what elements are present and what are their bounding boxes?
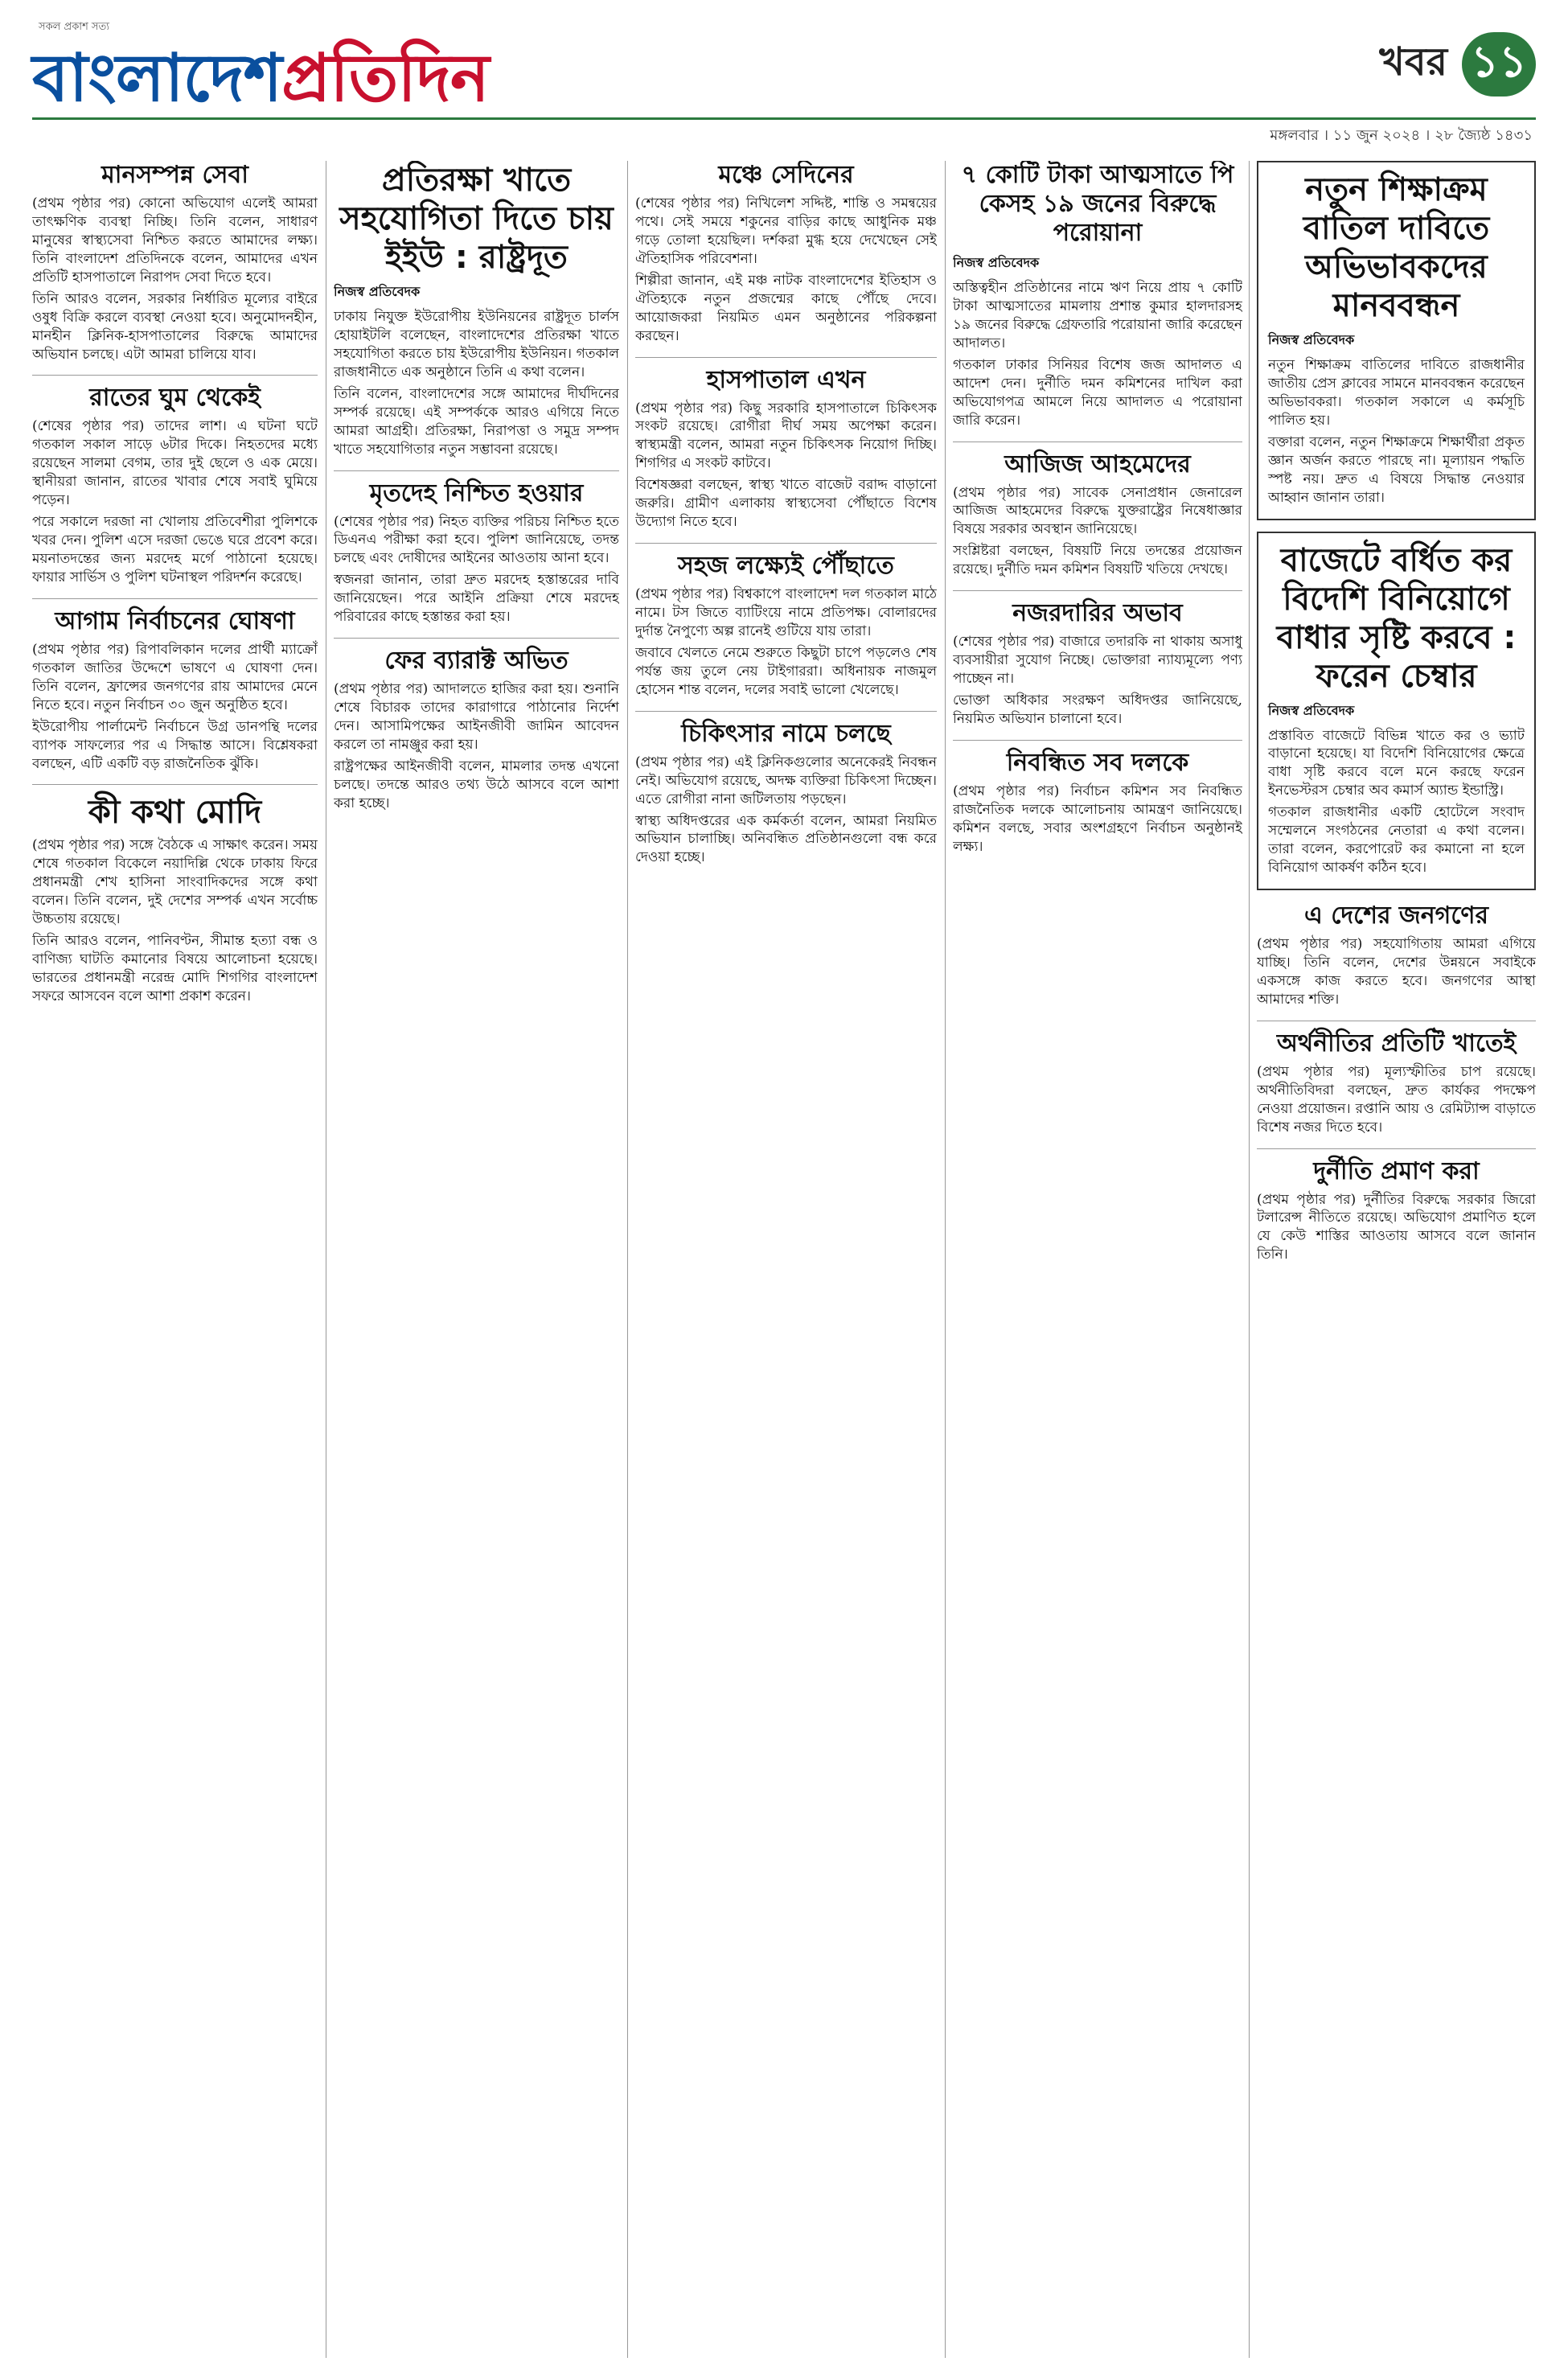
story-paragraph: জবাবে খেলতে নেমে শুরুতে কিছুটা চাপে পড়লেও শেষ পর্যন্ত জয় তুলে নেয় টাইগাররা। অধিনায়ক নাজমুল হোসেন শান্ত বলেন, দলের সবাই ভালো খেলেছে। [635, 644, 937, 698]
story-ki-kotha-modi [32, 793, 318, 1005]
story-title: ফের ব্যারাক্ট অভিত [384, 647, 569, 676]
logo [32, 19, 489, 117]
story-title: নতুন শিক্ষাক্রম বাতিল দাবিতে অভিভাবকদের মানববন্ধন [1303, 171, 1490, 324]
story-title: দুর্নীতি প্রমাণ করা [1313, 1156, 1480, 1185]
story-monche [635, 161, 937, 346]
story-paragraph: (প্রথম পৃষ্ঠার পর) সঙ্গে বৈঠকে এ সাক্ষাৎ করেন। সময় শেষে গতকাল বিকেলে নয়াদিল্লি থেকে ঢাকায় ফিরে প্রধানমন্ত্রী শেখ হাসিনা সাংবাদিকদের সঙ্গে কথা বলেন। তিনি বলেন, দুই দেশের সম্পর্ক এখন সর্বোচ্চ উচ্চতায় রয়েছে। [32, 837, 318, 928]
story-title: মানসম্পন্ন সেবা [101, 161, 248, 189]
story-paragraph: (প্রথম পৃষ্ঠার পর) বিশ্বকাপে বাংলাদেশ দল গতকাল মাঠে নামে। টস জিতে ব্যাটিংয়ে নামে প্রতিপক্ষ। বোলারদের দুর্দান্ত নৈপুণ্যে অল্প রানেই গুটিয়ে যায় তারা। [635, 586, 937, 639]
divider [1257, 1148, 1536, 1149]
story-paragraph: (শেষের পৃষ্ঠার পর) নিখিলেশ সদ্দিষ্ট, শান্তি ও সমন্বয়ের পথে। সেই সময়ে শকুনের বাড়ির কাছে আধুনিক মঞ্চ গড়ে তোলা হয়েছিল। দর্শকরা মুগ্ধ হয়ে দেখেছেন সেই ঐতিহাসিক পরিবেশনা। [635, 195, 937, 267]
story-paragraph: গতকাল ঢাকার সিনিয়র বিশেষ জজ আদালত এ আদেশ দেন। দুর্নীতি দমন কমিশনের দাখিল করা অভিযোগপত্র আমলে নিয়ে আদালত এ পরোয়ানা জারি করেন। [953, 356, 1242, 429]
story-title: কী কথা মোদি [88, 794, 262, 832]
story-title: চিকিৎসার নামে চলছে [681, 719, 891, 748]
story-paragraph: ঢাকায় নিযুক্ত ইউরোপীয় ইউনিয়নের রাষ্ট্রদূত চার্লস হোয়াইটলি বলেছেন, বাংলাদেশের প্রতিরক্ষা খাতে সহযোগিতা করতে চায় ইউরোপীয় ইউনিয়ন। গতকাল রাজধানীতে এক অনুষ্ঠানে তিনি এ কথা বলেন। [334, 309, 619, 380]
story-title: ৭ কোটি টাকা আত্মসাতে পি কেসহ ১৯ জনের বিরুদ্ধে পরোয়ানা [961, 161, 1234, 247]
story-nibondhito [953, 749, 1242, 856]
story-sohoj-lokkho [635, 552, 937, 700]
story-paragraph: (শেষের পৃষ্ঠার পর) নিহত ব্যক্তির পরিচয় নিশ্চিত হতে ডিএনএ পরীক্ষা করা হবে। পুলিশ জানিয়েছে, তদন্ত চলছে এবং দোষীদের আইনের আওতায় আনা হবে। [334, 513, 619, 567]
column-4 [953, 161, 1242, 2358]
story-title: আগাম নির্বাচনের ঘোষণা [55, 606, 295, 635]
story-paragraph: ইউরোপীয় পার্লামেন্ট নির্বাচনে উগ্র ডানপন্থি দলের ব্যাপক সাফল্যের পর এ সিদ্ধান্ত আসে। বিশ্লেষকরা বলছেন, এটি একটি বড় রাজনৈতিক ঝুঁকি। [32, 718, 318, 772]
story-sheba [32, 161, 318, 363]
story-paragraph: গতকাল রাজধানীর একটি হোটেলে সংবাদ সম্মেলনে সংগঠনের নেতারা এ কথা বলেন। তারা বলেন, করপোরেট কর কমানো না হলে বিনিয়োগ আকর্ষণ কঠিন হবে। [1268, 804, 1525, 877]
logo-brand-accent: প্রতিদিন [281, 40, 489, 117]
story-title: নিবন্ধিত সব দলকে [1006, 748, 1189, 777]
section-name: খবর [1379, 39, 1447, 84]
story-rater-ghum [32, 384, 318, 586]
column-3 [635, 161, 937, 2358]
column-5 [1257, 161, 1536, 2358]
story-paragraph: (শেষের পৃষ্ঠার পর) বাজারে তদারকি না থাকায় অসাধু ব্যবসায়ীরা সুযোগ নিচ্ছে। ভোক্তারা ন্যায্যমূল্যে পণ্য পাচ্ছেন না। [953, 634, 1242, 688]
story-paragraph: (প্রথম পৃষ্ঠার পর) আদালতে হাজির করা হয়। শুনানি শেষে বিচারক তাদের কারাগারে পাঠানোর নির্দেশ দেন। আসামিপক্ষের আইনজীবী জামিন আবেদন করলে তা নামঞ্জুর করা হয়। [334, 681, 619, 753]
logo-tagline: সকল প্রকাশ সত্য [39, 21, 110, 33]
story-paragraph: (প্রথম পৃষ্ঠার পর) কোনো অভিযোগ এলেই আমরা তাৎক্ষণিক ব্যবস্থা নিচ্ছি। তিনি বলেন, সাধারণ মানুষের স্বাস্থ্যসেবা নিশ্চিত করতে আমাদের লক্ষ্য। তিনি বাংলাদেশ প্রতিদিনকে বলেন, আমাদের এখন প্রতিটি হাসপাতালে নিরাপদ সেবা দিতে হবে। [32, 195, 318, 285]
story-title: এ দেশের জনগণের [1303, 902, 1489, 930]
story-title: হাসপাতাল এখন [706, 365, 866, 394]
story-byline: নিজস্ব প্রতিবেদক [334, 284, 421, 299]
story-byline: নিজস্ব প্রতিবেদক [953, 255, 1040, 270]
divider [334, 638, 619, 639]
divider [32, 784, 318, 785]
story-paragraph: রাষ্ট্রপক্ষের আইনজীবী বলেন, মামলার তদন্ত এখনো চলছে। তদন্তে আরও তথ্য উঠে আসবে বলে আশা করা হচ্ছে। [334, 758, 619, 811]
story-pher [334, 647, 619, 813]
divider [953, 590, 1242, 591]
dateline: মঙ্গলবার । ১১ জুন ২০২৪ । ২৮ জ্যৈষ্ঠ ১৪৩১ [1270, 127, 1533, 144]
story-chikitsha [635, 720, 937, 868]
story-paragraph: তিনি আরও বলেন, পানিবণ্টন, সীমান্ত হত্যা বন্ধ ও বাণিজ্য ঘাটতি কমানোর বিষয়ে আলোচনা হয়েছে। ভারতের প্রধানমন্ত্রী নরেন্দ্র মোদি শিগগির বাংলাদেশ সফরে আসবেন বলে আশা প্রকাশ করেন। [32, 933, 318, 1004]
divider [635, 543, 937, 544]
story-orthoniti [1257, 1029, 1536, 1137]
story-aziz [953, 450, 1242, 580]
story-byline: নিজস্ব প্রতিবেদক [1268, 702, 1355, 718]
story-byline: নিজস্ব প্রতিবেদক [1268, 332, 1355, 347]
story-paragraph: অস্তিত্বহীন প্রতিষ্ঠানের নামে ঋণ নিয়ে প্রায় ৭ কোটি টাকা আত্মসাতের মামলায় প্রশান্ত কুমার হালদারসহ ১৯ জনের বিরুদ্ধে গ্রেফতারি পরোয়ানা জারি করেছেন আদালত। [953, 280, 1242, 351]
story-agam-nirbachon [32, 607, 318, 774]
story-durniti [1257, 1157, 1536, 1265]
story-paragraph: তিনি আরও বলেন, সরকার নির্ধারিত মূল্যের বাইরে ওষুধ বিক্রি করলে ব্যবস্থা নেওয়া হবে। অনুমোদনহীন, মানহীন ক্লিনিক-হাসপাতালের বিরুদ্ধে আমাদের অভিযান চলছে। এটা আমরা চালিয়ে যাব। [32, 290, 318, 363]
column-separator [627, 161, 628, 2358]
story-paragraph: (প্রথম পৃষ্ঠার পর) রিপাবলিকান দলের প্রার্থী ম্যাক্রোঁ গতকাল জাতির উদ্দেশে ভাষণে এ ঘোষণা দেন। তিনি বলেন, ফ্রান্সের জনগণের রায় আমাদের মেনে নিতে হবে। নতুন নির্বাচন ৩০ জুন অনুষ্ঠিত হবে। [32, 641, 318, 713]
story-paragraph: বক্তারা বলেন, নতুন শিক্ষাক্রমে শিক্ষার্থীরা প্রকৃত জ্ঞান অর্জন করতে পারছে না। মূল্যায়ন পদ্ধতি স্পষ্ট নয়। দ্রুত এ বিষয়ে সিদ্ধান্ত নেওয়ার আহ্বান জানান তারা। [1268, 433, 1525, 506]
story-paragraph: স্বাস্থ্য অধিদপ্তরের এক কর্মকর্তা বলেন, আমরা নিয়মিত অভিযান চালাচ্ছি। অনিবন্ধিত প্রতিষ্ঠানগুলো বন্ধ করে দেওয়া হচ্ছে। [635, 812, 937, 866]
story-paragraph: তিনি বলেন, বাংলাদেশের সঙ্গে আমাদের দীর্ঘদিনের সম্পর্ক রয়েছে। এই সম্পর্ককে আরও এগিয়ে নিতে আমরা আগ্রহী। প্রতিরক্ষা, নিরাপত্তা ও সমুদ্র সম্পদ খাতে সহযোগিতার নতুন সম্ভাবনা রয়েছে। [334, 385, 619, 458]
story-title: মৃতদেহ নিশ্চিত হওয়ার [369, 478, 584, 507]
story-paragraph: (শেষের পৃষ্ঠার পর) তাদের লাশ। এ ঘটনা ঘটে গতকাল সকাল সাড়ে ৬টার দিকে। নিহতদের মধ্যে রয়েছেন সালমা বেগম, তার দুই ছেলে ও এক মেয়ে। স্থানীয়রা জানান, রাতের খাবার শেষে সবাই ঘুমিয়ে পড়েন। [32, 418, 318, 509]
column-separator [945, 161, 946, 2358]
divider [635, 711, 937, 712]
story-protiroksha [334, 161, 619, 459]
divider [32, 375, 318, 376]
story-nojordari [953, 599, 1242, 729]
story-title: আজিজ আহমেদের [1004, 450, 1191, 478]
story-paragraph: (প্রথম পৃষ্ঠার পর) সাবেক সেনাপ্রধান জেনারেল আজিজ আহমেদের বিরুদ্ধে যুক্তরাষ্ট্রের নিষেধাজ্ঞার বিষয়ে সরকার অবস্থান জানিয়েছে। [953, 484, 1242, 538]
page-number-badge: ১১ [1462, 32, 1536, 97]
story-title: সহজ লক্ষ্যেই পৌঁছাতে [678, 552, 894, 581]
story-paragraph: ভোক্তা অধিকার সংরক্ষণ অধিদপ্তর জানিয়েছে, নিয়মিত অভিযান চালানো হবে। [953, 692, 1242, 727]
story-paragraph: পরে সকালে দরজা না খোলায় প্রতিবেশীরা পুলিশকে খবর দেন। পুলিশ এসে দরজা ভেঙে ঘরে প্রবেশ করে। ময়নাতদন্তের জন্য মরদেহ মর্গে পাঠানো হয়েছে। ফায়ার সার্ভিস ও পুলিশ ঘটনাস্থল পরিদর্শন করেছে। [32, 514, 318, 585]
story-title: রাতের ঘুম থেকেই [89, 384, 261, 413]
column-1 [32, 161, 318, 2358]
story-title: বাজেটে বর্ধিত কর বিদেশি বিনিয়োগে বাধার সৃষ্টি করবে : ফরেন চেম্বার [1276, 541, 1517, 695]
logo-brand: বাংলাদেশ [32, 40, 282, 117]
story-mritodeho [334, 479, 619, 627]
story-title: মঞ্চে সেদিনের [718, 161, 854, 189]
column-separator [1249, 161, 1250, 2358]
story-shikkhakrom [1257, 161, 1536, 520]
story-paragraph: (প্রথম পৃষ্ঠার পর) সহযোগিতায় আমরা এগিয়ে যাচ্ছি। তিনি বলেন, দেশের উন্নয়নে সবাইকে একসঙ্গে কাজ করতে হবে। জনগণের আস্থা আমাদের শক্তি। [1257, 936, 1536, 1008]
story-paragraph: (প্রথম পৃষ্ঠার পর) কিছু সরকারি হাসপাতালে চিকিৎসক সংকট রয়েছে। রোগীরা দীর্ঘ সময় অপেক্ষা করেন। স্বাস্থ্যমন্ত্রী বলেন, আমরা নতুন চিকিৎসক নিয়োগ দিচ্ছি। শিগগির এ সংকট কাটবে। [635, 400, 937, 472]
story-paragraph: স্বজনরা জানান, তারা দ্রুত মরদেহ হস্তান্তরের দাবি জানিয়েছেন। পরে আইনি প্রক্রিয়া শেষে মরদেহ পরিবারের কাছে হস্তান্তর করা হয়। [334, 572, 619, 626]
story-title: প্রতিরক্ষা খাতে সহযোগিতা দিতে চায় ইইউ : রাষ্ট্রদূত [339, 162, 614, 276]
story-jonogon [1257, 902, 1536, 1009]
story-paragraph: প্রস্তাবিত বাজেটে বিভিন্ন খাতে কর ও ভ্যাট বাড়ানো হয়েছে। যা বিদেশি বিনিয়োগের ক্ষেত্রে বাধা সৃষ্টি করবে বলে মনে করছে ফরেন ইনভেস্টরস চেম্বার অব কমার্স অ্যান্ড ইন্ডাস্ট্রি। [1268, 727, 1525, 799]
divider [953, 740, 1242, 741]
story-title: অর্থনীতির প্রতিটি খাতেই [1276, 1029, 1517, 1058]
story-title: নজরদারির অভাব [1012, 599, 1183, 628]
story-paragraph: (প্রথম পৃষ্ঠার পর) মূল্যস্ফীতির চাপ রয়েছে। অর্থনীতিবিদরা বলছেন, দ্রুত কার্যকর পদক্ষেপ নেওয়া প্রয়োজন। রপ্তানি আয় ও রেমিট্যান্স বাড়াতে বিশেষ নজর দিতে হবে। [1257, 1063, 1536, 1136]
logo-wordmark [32, 27, 489, 138]
story-paragraph: শিল্পীরা জানান, এই মঞ্চ নাটক বাংলাদেশের ইতিহাস ও ঐতিহ্যকে নতুন প্রজন্মের কাছে পৌঁছে দেবে। আয়োজকরা নিয়মিত এমন অনুষ্ঠানের পরিকল্পনা করছেন। [635, 272, 937, 344]
section-header [1379, 32, 1536, 97]
story-paragraph: সংশ্লিষ্টরা বলছেন, বিষয়টি নিয়ে তদন্তের প্রয়োজন রয়েছে। দুর্নীতি দমন কমিশন বিষয়টি খতিয়ে দেখছে। [953, 543, 1242, 578]
divider [334, 470, 619, 471]
divider [635, 357, 937, 358]
story-paragraph: (প্রথম পৃষ্ঠার পর) দুর্নীতির বিরুদ্ধে সরকার জিরো টলারেন্স নীতিতে রয়েছে। অভিযোগ প্রমাণিত হলে যে কেউ শাস্তির আওতায় আসবে বলে জানান তিনি। [1257, 1191, 1536, 1263]
header-rule [32, 117, 1536, 120]
column-2 [334, 161, 619, 2358]
story-hospital [635, 366, 937, 532]
story-paragraph: বিশেষজ্ঞরা বলছেন, স্বাস্থ্য খাতে বাজেট বরাদ্দ বাড়ানো জরুরি। গ্রামীণ এলাকায় স্বাস্থ্যসেবা পৌঁছাতে বিশেষ উদ্যোগ নিতে হবে। [635, 477, 937, 531]
divider [32, 598, 318, 599]
masthead [0, 0, 1568, 153]
story-paragraph: নতুন শিক্ষাক্রম বাতিলের দাবিতে রাজধানীর জাতীয় প্রেস ক্লাবের সামনে মানববন্ধন করেছেন অভিভাবকরা। গতকাল সকালে এ কর্মসূচি পালিত হয়। [1268, 357, 1525, 429]
story-paragraph: (প্রথম পৃষ্ঠার পর) নির্বাচন কমিশন সব নিবন্ধিত রাজনৈতিক দলকে আলোচনায় আমন্ত্রণ জানিয়েছে। কমিশন বলছে, সবার অংশগ্রহণে নির্বাচন অনুষ্ঠানই লক্ষ্য। [953, 782, 1242, 855]
story-pk-halder [953, 161, 1242, 430]
story-paragraph: (প্রথম পৃষ্ঠার পর) এই ক্লিনিকগুলোর অনেকেরই নিবন্ধন নেই। অভিযোগ রয়েছে, অদক্ষ ব্যক্তিরা চিকিৎসা দিচ্ছেন। এতে রোগীরা নানা জটিলতায় পড়ছেন। [635, 754, 937, 807]
story-foreign-chamber [1257, 532, 1536, 891]
